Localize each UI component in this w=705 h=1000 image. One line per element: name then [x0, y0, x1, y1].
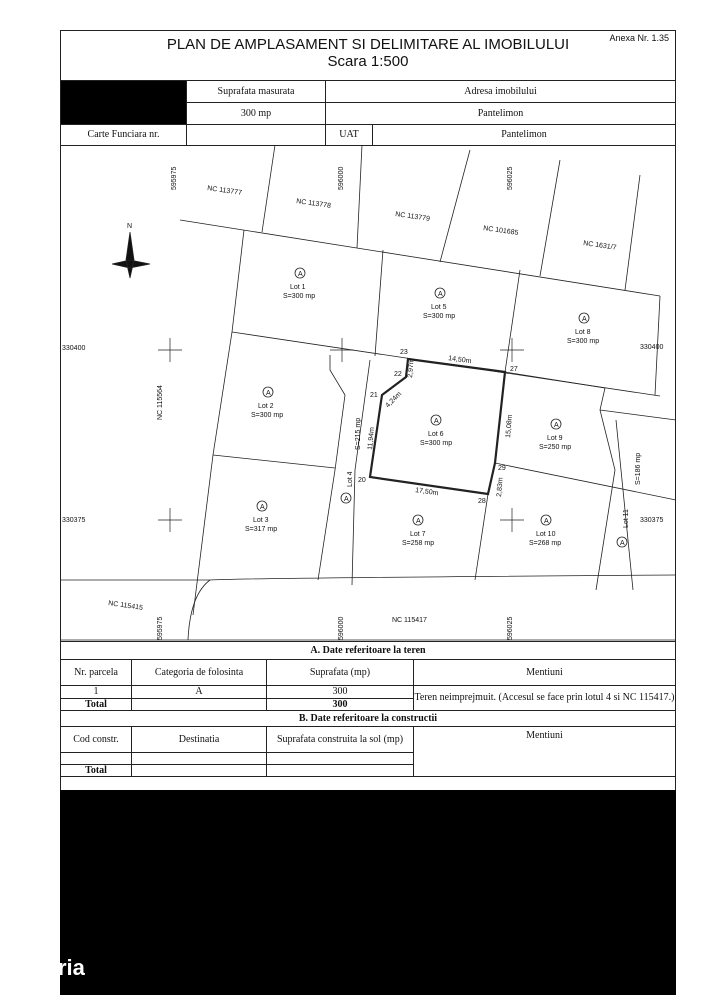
- cell-category: A: [132, 686, 267, 699]
- svg-text:Lot 11: Lot 11: [623, 509, 630, 528]
- svg-text:Lot 10: Lot 10: [536, 531, 556, 538]
- svg-text:S=300 mp: S=300 mp: [283, 293, 316, 300]
- neighbor-labels: [108, 185, 617, 624]
- svg-text:A: A: [620, 540, 625, 547]
- neighbor-label: NC 115564: [157, 385, 164, 420]
- lot-labels: [245, 268, 642, 547]
- svg-text:14,50m: 14,50m: [447, 355, 472, 366]
- total-label: Total: [61, 699, 132, 711]
- header-mentions-b: Mentiuni: [414, 727, 676, 777]
- svg-text:A: A: [298, 271, 303, 278]
- empty-cell: [132, 753, 267, 765]
- parcel-line: [180, 220, 660, 296]
- header-area: Suprafata (mp): [267, 660, 414, 686]
- road-line: [60, 575, 676, 580]
- header-destination: Destinatia: [132, 727, 267, 753]
- watermark: ria: [58, 955, 85, 980]
- empty-cell: [61, 753, 132, 765]
- svg-text:S=300 mp: S=300 mp: [251, 412, 284, 419]
- header-mentions: Mentiuni: [414, 660, 676, 686]
- road-line: [188, 580, 210, 640]
- section-b-title: B. Date referitoare la constructii: [61, 711, 676, 727]
- svg-text:27: 27: [510, 366, 518, 373]
- cell-parcel-nr: 1: [61, 686, 132, 699]
- svg-text:S=300 mp: S=300 mp: [567, 338, 600, 345]
- svg-text:A: A: [416, 518, 421, 525]
- svg-text:A: A: [582, 316, 587, 323]
- north-label: N: [127, 223, 133, 230]
- svg-text:A: A: [260, 504, 265, 511]
- svg-text:A: A: [438, 291, 443, 298]
- svg-text:S=268 mp: S=268 mp: [529, 540, 562, 547]
- svg-text:Lot 1: Lot 1: [290, 284, 306, 291]
- svg-text:S=258 mp: S=258 mp: [402, 540, 435, 547]
- cf-label: Carte Funciara nr.: [61, 125, 187, 146]
- coord-y-label: 330375: [62, 517, 86, 524]
- parcel-line: [213, 372, 676, 590]
- header-construction-code: Cod constr.: [61, 727, 132, 753]
- address-label: Adresa imobilului: [326, 81, 676, 103]
- scale-text: Scara 1:500: [327, 53, 409, 70]
- svg-text:11,94m: 11,94m: [367, 426, 376, 451]
- coord-x-label: 595975: [171, 166, 178, 190]
- parcel-line: [193, 230, 660, 615]
- svg-text:A: A: [344, 496, 349, 503]
- empty-cell: [132, 765, 267, 777]
- redacted-area: [60, 790, 676, 995]
- svg-text:Lot 8: Lot 8: [575, 329, 591, 336]
- empty-cell: [132, 699, 267, 711]
- coord-y-label: 330375: [640, 517, 664, 524]
- svg-text:Lot 5: Lot 5: [431, 304, 447, 311]
- svg-text:A: A: [266, 390, 271, 397]
- neighbor-label: NC 101685: [482, 225, 519, 237]
- svg-text:S=300 mp: S=300 mp: [420, 440, 453, 447]
- svg-text:Lot 3: Lot 3: [253, 517, 269, 524]
- total-area: 300: [267, 699, 414, 711]
- svg-text:4,24m: 4,24m: [384, 390, 404, 410]
- empty-cell: [267, 753, 414, 765]
- boundary-point-labels: [358, 349, 518, 505]
- neighbor-label: NC 113777: [206, 185, 243, 197]
- svg-text:2,97m: 2,97m: [407, 358, 416, 379]
- svg-text:17,50m: 17,50m: [414, 487, 439, 498]
- uat-label: UAT: [326, 125, 373, 146]
- total-label-b: Total: [61, 765, 132, 777]
- svg-text:S=215 mp: S=215 mp: [355, 417, 362, 450]
- parcel-line: [262, 145, 640, 290]
- svg-text:S=186 mp: S=186 mp: [635, 452, 642, 485]
- neighbor-label: NC 115417: [392, 617, 427, 624]
- svg-text:20: 20: [358, 477, 366, 484]
- coord-x-label: 596000: [338, 166, 345, 190]
- empty-cell: [267, 765, 414, 777]
- svg-text:Lot 6: Lot 6: [428, 431, 444, 438]
- measured-area-label: Suprafata masurata: [187, 81, 326, 103]
- coord-x-label: 596000: [338, 616, 345, 640]
- land-data-table: [60, 641, 676, 777]
- coord-y-label: 330400: [640, 344, 664, 351]
- header-built-area: Suprafata construita la sol (mp): [267, 727, 414, 753]
- neighbor-label: NC 113779: [394, 211, 431, 223]
- svg-text:S=300 mp: S=300 mp: [423, 313, 456, 320]
- coord-x-label: 595975: [157, 616, 164, 640]
- coord-y-label: 330400: [62, 345, 86, 352]
- svg-text:2,83m: 2,83m: [496, 477, 505, 498]
- svg-text:Lot 7: Lot 7: [410, 531, 426, 538]
- coordinate-labels: [62, 167, 663, 640]
- header-category: Categoria de folosinta: [132, 660, 267, 686]
- svg-text:S=250 mp: S=250 mp: [539, 444, 572, 451]
- uat-value: Pantelimon: [373, 125, 676, 146]
- svg-text:22: 22: [394, 371, 402, 378]
- svg-text:15,08m: 15,08m: [505, 414, 515, 439]
- svg-text:A: A: [544, 518, 549, 525]
- address-value: Pantelimon: [326, 103, 676, 125]
- svg-text:29: 29: [498, 465, 506, 472]
- north-arrow-icon: [112, 232, 150, 278]
- svg-text:23: 23: [400, 349, 408, 356]
- measured-area-value: 300 mp: [187, 103, 326, 125]
- cell-area: 300: [267, 686, 414, 699]
- coord-x-label: 596025: [507, 166, 514, 190]
- svg-text:Lot 4: Lot 4: [347, 471, 354, 487]
- svg-text:Lot 2: Lot 2: [258, 403, 274, 410]
- neighbor-label: NC 113778: [295, 198, 332, 210]
- coord-x-label: 596025: [507, 616, 514, 640]
- title-text: PLAN DE AMPLASAMENT SI DELIMITARE AL IMOBILULUI: [166, 36, 570, 53]
- svg-text:A: A: [554, 422, 559, 429]
- header-parcel-nr: Nr. parcela: [61, 660, 132, 686]
- svg-text:21: 21: [370, 392, 378, 399]
- svg-text:28: 28: [478, 498, 486, 505]
- lot-6-boundary: [370, 359, 505, 494]
- section-a-title: A. Date referitoare la teren: [61, 642, 676, 660]
- annex-number: Anexa Nr. 1.35: [609, 33, 669, 43]
- cell-mentions: Teren neimprejmuit. (Accesul se face prin lotul 4 si NC 115417.): [414, 686, 676, 711]
- neighbor-label: NC 115415: [107, 600, 144, 612]
- svg-text:S=317 mp: S=317 mp: [245, 526, 278, 533]
- parcel-line: [318, 355, 633, 590]
- svg-text:Lot 9: Lot 9: [547, 435, 563, 442]
- neighbor-label: NC 1631/7: [582, 240, 617, 252]
- svg-text:A: A: [434, 418, 439, 425]
